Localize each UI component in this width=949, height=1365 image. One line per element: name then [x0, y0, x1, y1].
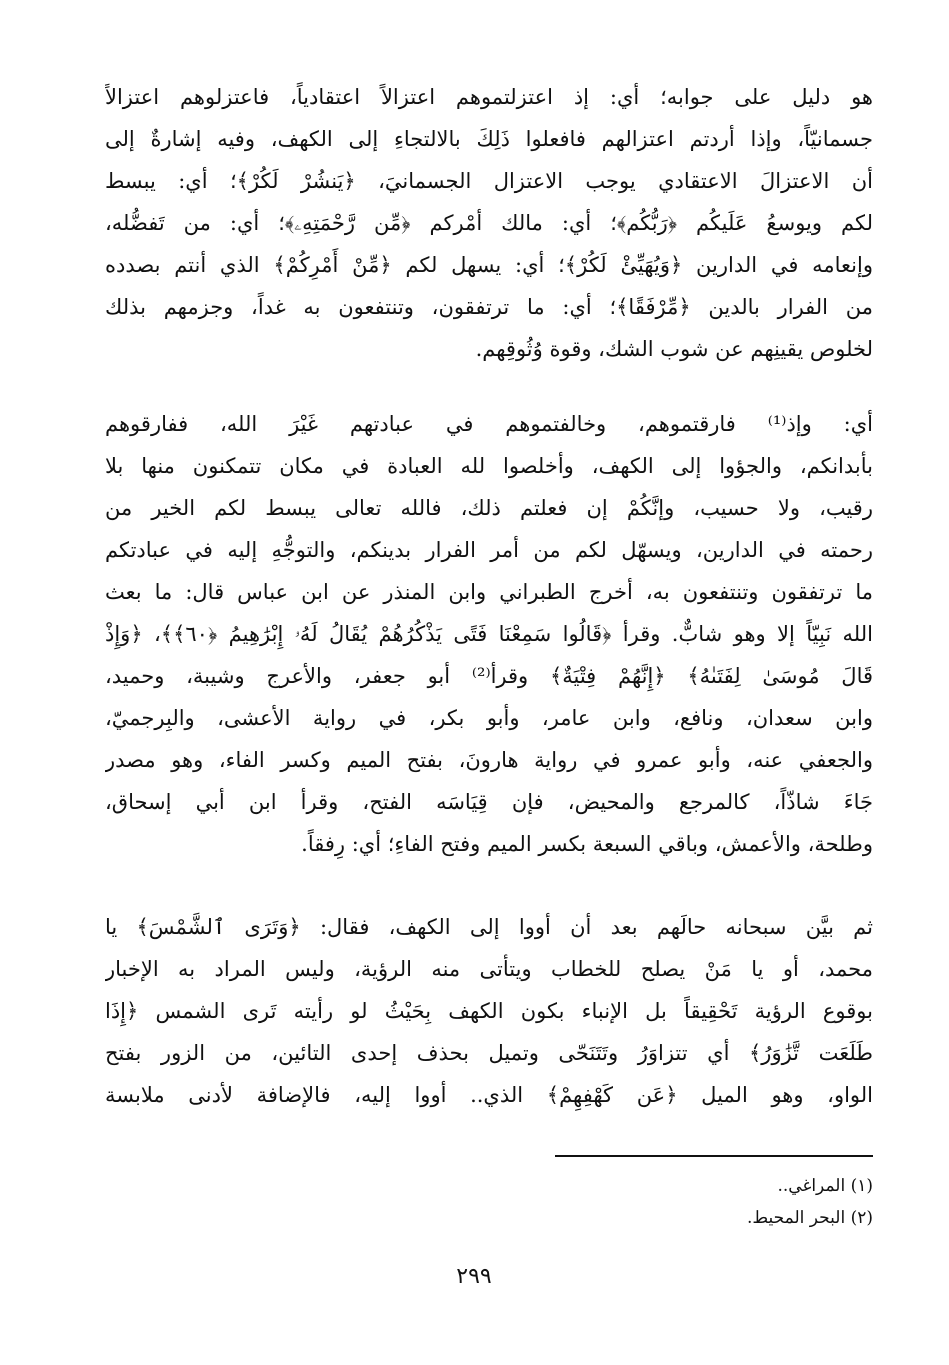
footnote-2: (٢) البحر المحيط. — [747, 1208, 873, 1228]
paragraph-2 — [105, 403, 873, 865]
text-line: طَلَعَت تَّزَٰوَرُ﴾ أي تتزاوَرُ وتَتَنَحّى وتميل بحذف إحدى التائين، من الزور بفتح — [105, 1041, 873, 1065]
text-line: الواو، وهو الميل ﴿عَن كَهْفِهِمْ﴾ الذي.. أووا إليه، فالإضافة لأدنى ملابسة — [105, 1083, 873, 1107]
text-line: رقيب، ولا حسيب، وإنَّكُمْ إن فعلتم ذلك، فالله تعالى يبسط لكم الخير من — [105, 496, 873, 520]
paragraph-3 — [105, 906, 873, 1116]
text-line: الله نَبِيّاً إلا وهو شابٌّ. وقرأ ﴿قَالُوا سَمِعْنَا فَتًى يَذْكُرُهُمْ يُقَالُ لَهُۥ إِبْرَٰهِيمُ ﴿٦٠﴾﴾، ﴿وَإِذْ — [105, 622, 873, 646]
text-line: وابن سعدان، ونافع، وابن عامر، وأبو بكر، في رواية الأعشى، والبِرجميّ، — [105, 706, 873, 730]
text-line: لخلوص يقينِهم عن شوب الشك، وقوة وُثُوقِهم. — [475, 337, 873, 361]
text-line: بوقوع الرؤية تَحْقِيقاً بل الإنباء بكون الكهف بِحَيْثُ لو رأيته تَرى الشمس ﴿إِذَا — [105, 999, 873, 1023]
text-line: قَالَ مُوسَىٰ لِفَتَىٰهُ﴾ ﴿إِنَّهُمْ فِتْيَةٌ﴾ وقرأ⁽²⁾ أبو جعفر، والأعرج وشيبة، وحميد، — [105, 664, 873, 688]
text-line: لكم ويوسعُ عَلَيكُم ﴿رَبُّكُم﴾؛ أي: مالك أمْركم ﴿مِّن رَّحْمَتِهِۦ﴾؛ أي: من تَفضُّله، — [105, 211, 873, 235]
text-line: أن الاعتزالَ الاعتقادي يوجب الاعتزال الجسمانيَ، ﴿يَنشُرْ لَكُرْ﴾؛ أي: يبسط — [105, 169, 873, 193]
text-line: من الفرار بالدين ﴿مِّرْفَقًا﴾؛ أي: ما ترتفقون، وتنتفعون به غداً، وجزمهم بذلك — [105, 295, 873, 319]
footnote-1: (١) المراغي.. — [777, 1176, 873, 1196]
text-line: محمد، أو يا مَنْ يصلح للخطاب ويتأتى منه الرؤية، وليس المراد به الإخبار — [105, 957, 873, 981]
text-line: جَاءَ شاذّاً، كالمرجع والمحيض، فإن قِيَاسَه الفتح، وقرأ ابن أبي إسحاق، — [105, 790, 873, 814]
text-line: هو دليل على جوابه؛ أي: إذ اعتزلتموهم اعتزالاً اعتقادياً، فاعتزلوهم اعتزالاً — [105, 85, 873, 109]
text-line: رحمته في الدارين، ويسهّل لكم من أمر الفرار بدينكم، والتوجُّهِ إليه في عبادتكم — [105, 538, 873, 562]
text-line: ثم بيَّن سبحانه حالَهم بعد أن أووا إلى الكهف، فقال: ﴿وَتَرَى ٱلشَّمْسَ﴾ يا — [105, 915, 873, 939]
text-line: أي: وإذ⁽¹⁾ فارقتموهم، وخالفتموهم في عبادتهم غَيْرَ الله، ففارقوهم — [105, 412, 873, 436]
text-line: جسمانيّاً، وإذا أردتم اعتزالهم فافعلوا ذَلِكَ بالالتجاءِ إلى الكهف، وفيه إشارةٌ إلى — [105, 127, 873, 151]
footnote-separator — [555, 1155, 873, 1157]
text-line: بأبدانكم، والجؤوا إلى الكهف، وأخلصوا لله العبادة في مكان تتمكنون منها بلا — [105, 454, 873, 478]
page-number: ٢٩٩ — [456, 1264, 492, 1289]
text-line: والجعفي عنه، وأبو عمرو في رواية هارونَ، بفتح الميم وكسر الفاء، وهو مصدر — [105, 748, 873, 772]
text-line: ما ترتفقون وتنتفعون به، أخرج الطبراني وابن المنذر عن ابن عباس قال: ما بعث — [105, 580, 873, 604]
paragraph-1 — [105, 76, 873, 370]
text-line: وإنعامه في الدارين ﴿وَيُهَيِّئْ لَكُرْ﴾؛ أي: يسهل لكم ﴿مِّنْ أَمْرِكُمْ﴾ الذي أنتم بصدده — [105, 253, 873, 277]
text-line: وطلحة، والأعمش، وباقي السبعة بكسر الميم وفتح الفاءِ؛ أي: رِفقاً. — [301, 832, 873, 856]
footnotes — [555, 1170, 873, 1234]
